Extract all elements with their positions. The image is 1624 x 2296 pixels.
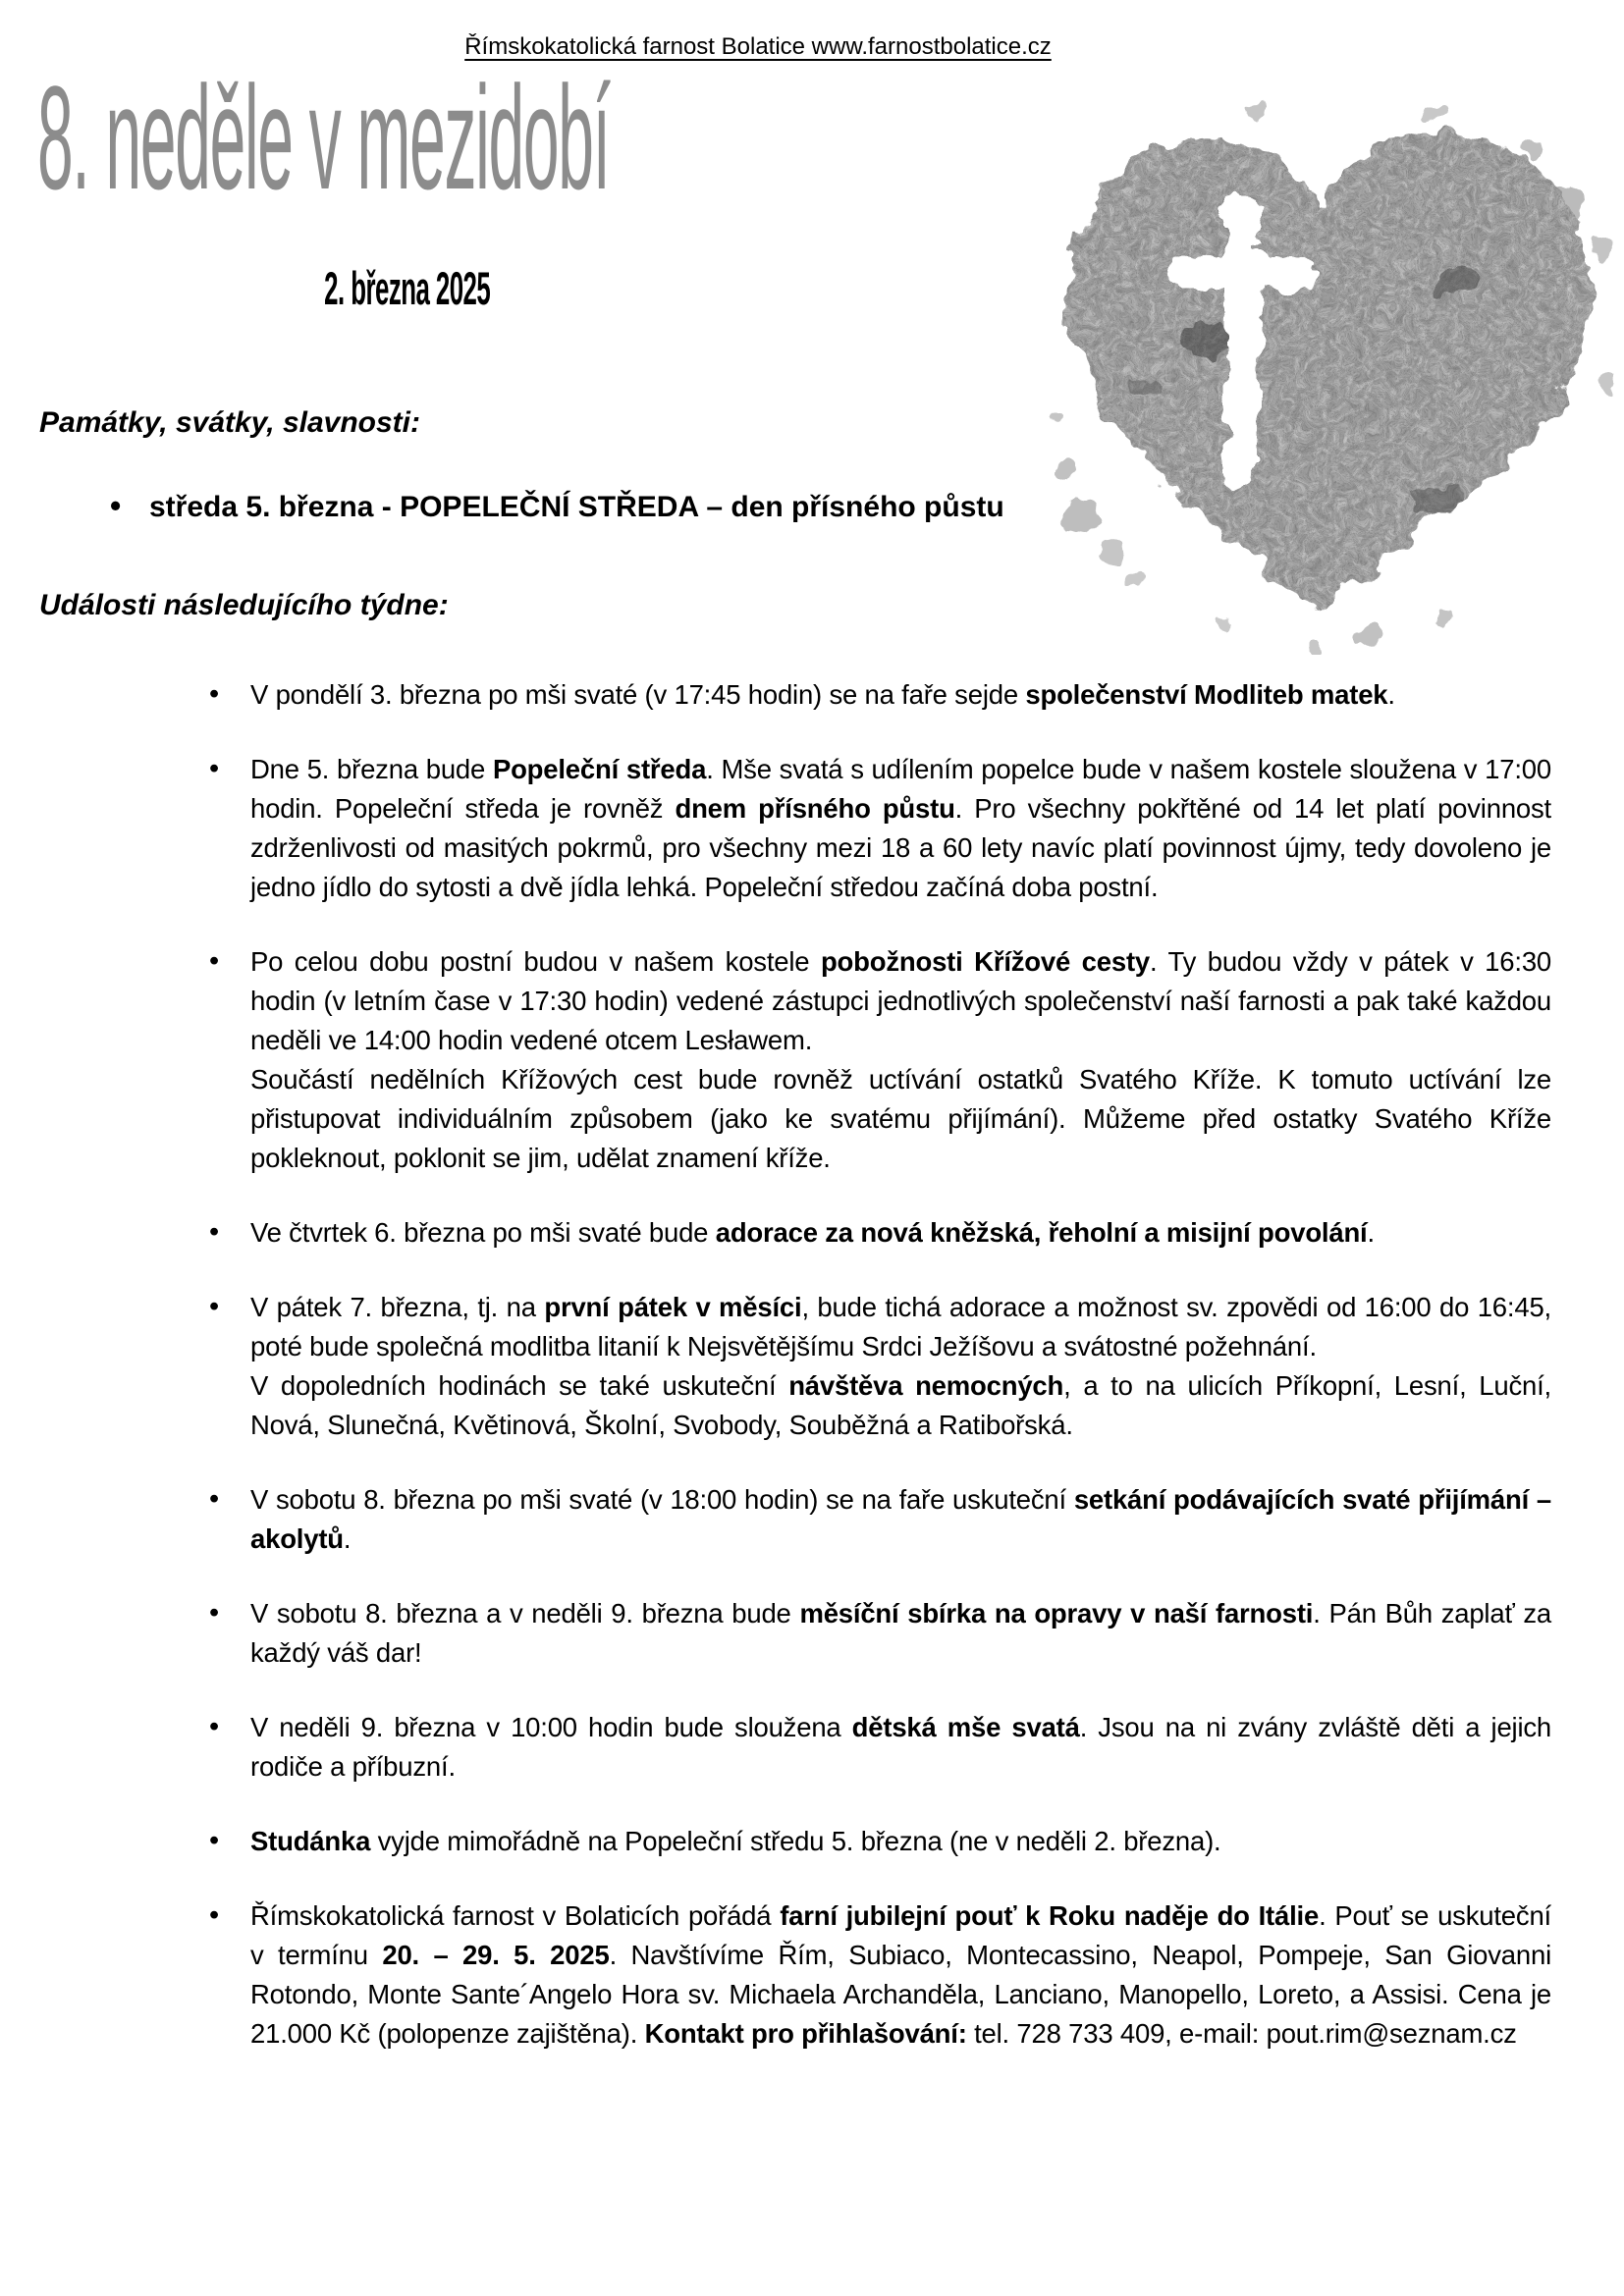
text-segment: . Ty budou vždy v pátek v 16:30 hodin (v letním čase v 17:30 hodin) vedené zástupci jednotlivých společenství naší farnosti a pak také každou neděli ve 14:00 hodin vedené otcem Lesławem. Součástí nedělních Křížových cest bude rovněž uctívání ostatků Svatého Kříže. K tomuto uctívání lze přistupovat individuálním způsobem (jako ke svatému přijímání). Můžeme před ostatky Svatého Kříže pokleknout, poklonit se jim, udělat znamení kříže. — [250, 946, 1552, 1173]
text-segment: . — [1387, 679, 1395, 710]
text-segment: , bude tichá adorace a možnost sv. zpovědi od 16:00 do 16:45, poté bude společná modlitba litanií k Nejsvětějšímu Srdci Ježíšovu a svátostné požehnání. V dopoledních hodinách se také uskuteční — [250, 1292, 1551, 1401]
list-item — [201, 1594, 1551, 1673]
text-segment: V neděli 9. března v 10:00 hodin bude sloužena — [250, 1712, 852, 1742]
text-segment-bold: farní jubilejní pouť k Roku naděje do Itálie — [780, 1900, 1320, 1931]
text-segment-bold: Popeleční středa — [492, 754, 707, 784]
text-segment: . Pán Bůh zaplať za každý váš dar! — [250, 1598, 1551, 1668]
events-heading: Události následujícího týdne: — [39, 589, 449, 621]
text-segment-bold: dětská mše svatá — [851, 1712, 1080, 1742]
text-segment: vyjde mimořádně na Popeleční středu 5. března (ne v neděli 2. března). — [370, 1826, 1221, 1856]
page-date-text: 2. března 2025 — [324, 262, 491, 314]
text-segment: . Navštívíme Řím, Subiaco, Montecassino, Neapol, Pompeje, San Giovanni Rotondo, Monte Sante´Angelo Hora sv. Michaela Archanděla, Lanciano, Manopello, Loreto, a Assisi. Cena je 21.000 Kč (polopenze zajištěna). — [250, 1940, 1552, 2049]
text-segment: Dne 5. března bude — [250, 754, 493, 784]
list-item — [201, 1480, 1551, 1559]
text-segment: V sobotu 8. března a v neděli 9. března bude — [250, 1598, 800, 1629]
ash-heart-body — [1021, 90, 1624, 655]
list-item — [201, 675, 1551, 715]
list-item — [201, 1213, 1551, 1253]
text-segment: Ve čtvrtek 6. března po mši svaté bude — [250, 1217, 716, 1248]
text-segment-bold: návštěva nemocných — [788, 1370, 1064, 1401]
page-date — [0, 261, 815, 315]
text-segment-bold: adorace za nová kněžská, řeholní a misijní povolání — [715, 1217, 1368, 1248]
text-segment-bold: dnem přísného půstu — [675, 793, 955, 824]
list-item — [201, 1896, 1551, 2054]
text-segment: V sobotu 8. března po mši svaté (v 18:00 hodin) se na faře uskuteční — [250, 1484, 1074, 1515]
text-segment: . Jsou na ni zvány zvláště děti a jejich rodiče a příbuzní. — [250, 1712, 1551, 1782]
list-item — [201, 1288, 1551, 1445]
text-segment: V pondělí 3. března po mši svaté (v 17:45 hodin) se na faře sejde — [250, 679, 1026, 710]
parish-name-and-url: Římskokatolická farnost Bolatice www.farnostbolatice.cz — [464, 33, 1052, 60]
text-segment-bold: Studánka — [250, 1826, 371, 1856]
text-segment-bold: měsíční sbírka na opravy v naší farnosti — [799, 1598, 1314, 1629]
text-segment-bold: první pátek v měsíci — [544, 1292, 802, 1322]
page-title: 8. neděle v mezidobí — [37, 55, 610, 220]
text-segment: Po celou dobu postní budou v našem kostele — [250, 946, 821, 977]
list-item — [201, 1708, 1551, 1787]
text-segment-bold: Kontakt pro přihlašování: — [644, 2018, 967, 2049]
ash-heart-illustration — [1021, 90, 1624, 655]
text-segment: , a to na ulicích Příkopní, Lesní, Luční, Nová, Slunečná, Květinová, Školní, Svobody, Souběžná a Ratibořská. — [250, 1370, 1551, 1440]
text-segment-bold: 20. – 29. 5. 2025 — [382, 1940, 610, 1970]
text-segment-bold: společenství Modliteb matek — [1025, 679, 1388, 710]
text-segment-bold: středa 5. března - POPELEČNÍ STŘEDA – den přísného půstu — [149, 491, 1004, 523]
list-item — [201, 942, 1551, 1178]
text-segment: . Mše svatá s udílením popelce bude v našem kostele sloužena v 17:00 hodin. Popeleční středa je rovněž — [250, 754, 1551, 824]
text-segment: Římskokatolická farnost v Bolaticích pořádá — [250, 1900, 781, 1931]
list-item — [0, 487, 1551, 528]
text-segment: . — [1367, 1217, 1375, 1248]
text-segment-bold: pobožnosti Křížové cesty — [820, 946, 1151, 977]
text-segment: V pátek 7. března, tj. na — [250, 1292, 545, 1322]
list-item — [201, 1822, 1551, 1861]
text-segment: tel. 728 733 409, e-mail: pout.rim@seznam.cz — [966, 2018, 1517, 2049]
text-segment: . Pro všechny pokřtěné od 14 let platí povinnost zdrženlivosti od masitých pokrmů, pro všechny mezi 18 a 60 lety navíc platí povinnost újmy, tedy dovoleno je jedno jídlo do sytosti a dvě jídla lehká. Popeleční středou začíná doba postní. — [250, 793, 1551, 902]
text-segment: . — [343, 1523, 352, 1554]
events-list — [201, 675, 1551, 2089]
ash-heart-image — [1021, 90, 1624, 655]
text-segment: . Pouť se uskuteční v termínu — [250, 1900, 1551, 1970]
text-segment-bold: setkání podávajících svaté přijímání – akolytů — [250, 1484, 1552, 1554]
memorials-heading: Památky, svátky, slavnosti: — [39, 406, 420, 439]
memorials-list — [0, 487, 1551, 528]
list-item — [201, 750, 1551, 907]
